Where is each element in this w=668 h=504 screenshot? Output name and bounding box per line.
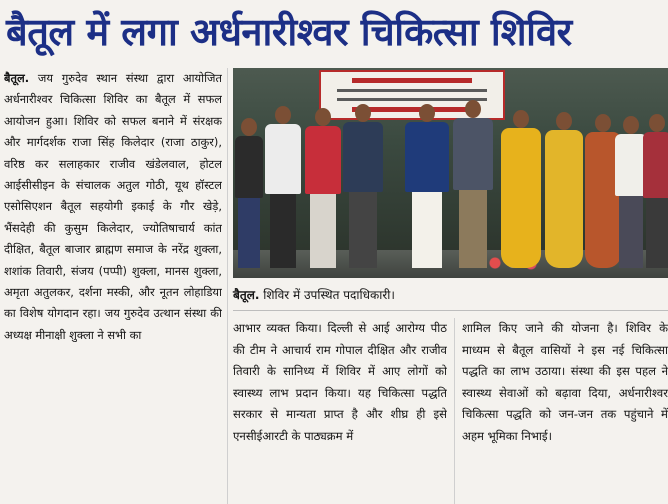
photo-caption xyxy=(233,284,668,306)
person-figure xyxy=(643,114,668,268)
dateline: बैतूल. xyxy=(4,71,30,85)
caption-text: शिविर में उपस्थित पदाधिकारी। xyxy=(263,288,395,302)
headline: बैतूल में लगा अर्धनारीश्वर चिकित्सा शिविर xyxy=(6,10,572,54)
person-figure xyxy=(453,100,493,268)
column-1-text: जय गुरुदेव स्थान संस्था द्वारा आयोजित अर्धनारीश्वर चिकित्सा शिविर का बैतूल में सफल आयोजन हुआ। शिविर को सफल बनाने में संरक्षक और मार्गदर्शक राजा सिंह किलेदार (राजा ठाकुर), वरिष्ठ कर सलाहकार राजीव खंडेलवाल, होटल आईसीसीइन के संचालक अतुल गोठी, यूथ हॉस्टल एसोसिएशन बैतूल सहयोगी इकाई के गौर खेड़े, भैंसदेही की कुसुम किलेदार, ज्योतिषाचार्य कांत दीक्षित, बैतूल बाजार ब्राह्मण समाज के नरेंद्र शुक्ला, शशांक तिवारी, संजय (पप्पी) शुक्ला, मानस शुक्ला, अमृता अतुलकर, दर्शना मस्की, और नूतन लोहाडिया का विशेष योगदान रहा। जय गुरुदेव उत्थान संस्था की अध्यक्ष मीनाक्षी शुक्ला ने सभी का xyxy=(4,71,222,342)
column-2-text: आभार व्यक्त किया। दिल्ली से आई आरोग्य पीठ की टीम ने आचार्य राम गोपाल दीक्षित और राजीव तिवारी के सानिध्य में शिविर में आए लोगों को स्वास्थ्य लाभ प्रदान किया। यह चिकित्सा पद्धति सरकार से मान्यता प्राप्त है और शीघ्र ही इसे एनसीईआरटी के पाठ्यक्रम में xyxy=(233,321,447,443)
person-figure xyxy=(305,108,341,268)
person-figure xyxy=(501,110,541,268)
caption-separator xyxy=(233,310,668,311)
person-figure xyxy=(545,112,583,268)
column-divider xyxy=(227,68,228,504)
article-column-3 xyxy=(462,318,668,504)
article-column-1 xyxy=(4,68,222,504)
person-figure xyxy=(265,106,301,268)
event-photo xyxy=(233,68,668,278)
caption-dateline: बैतूल. xyxy=(233,288,260,302)
column-3-text: शामिल किए जाने की योजना है। शिविर के माध्यम से बैतूल वासियों ने इस नई चिकित्सा पद्धति का लाभ उठाया। संस्था की इस पहल ने स्वास्थ्य सेवाओं को बढ़ावा दिया, अर्धनारीश्वर चिकित्सा पद्धति को जन-जन तक पहुंचाने में अहम भूमिका निभाई। xyxy=(462,321,668,443)
article-column-2 xyxy=(233,318,447,504)
person-figure xyxy=(235,118,263,268)
column-divider xyxy=(454,318,455,504)
person-figure xyxy=(405,104,449,268)
person-figure xyxy=(343,104,383,268)
